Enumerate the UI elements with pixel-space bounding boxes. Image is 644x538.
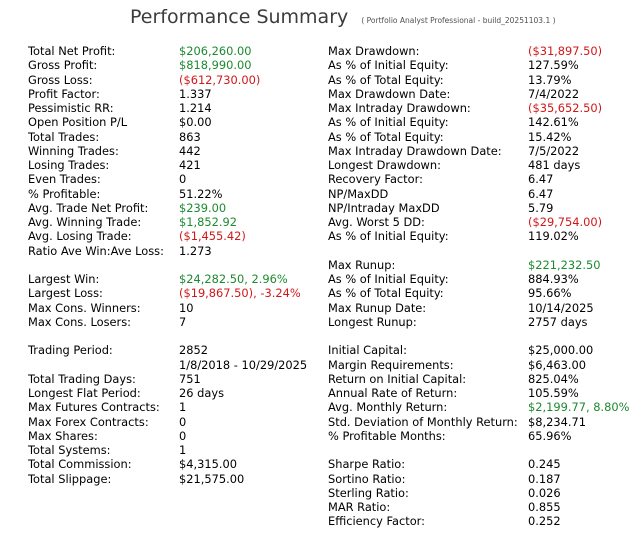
stat-label: Avg. Monthly Return:	[328, 400, 448, 415]
stat-row	[328, 215, 638, 229]
stat-label: Even Trades:	[28, 172, 101, 187]
stat-row	[28, 201, 328, 215]
stat-value: 1.273	[179, 243, 212, 258]
stat-label: % Profitable:	[28, 186, 101, 201]
stat-row	[28, 315, 328, 329]
stat-row	[328, 187, 638, 201]
stat-value: 6.47	[528, 186, 554, 201]
stat-row	[28, 187, 328, 201]
stat-label: Max Forex Contracts:	[28, 414, 149, 429]
stat-row	[328, 301, 638, 315]
stat-label: Max Shares:	[28, 428, 98, 443]
stat-value: ($1,455.42)	[179, 229, 246, 244]
stat-value: ($31,897.50)	[528, 44, 603, 58]
row-spacer	[28, 329, 328, 343]
stat-row	[28, 443, 328, 457]
stat-value: 0	[179, 414, 187, 429]
stat-value: 2852	[179, 343, 208, 358]
stat-label: Winning Trades:	[28, 143, 119, 158]
stat-label: Max Drawdown Date:	[328, 86, 451, 101]
stat-label: Pessimistic RR:	[28, 101, 114, 115]
stat-row	[28, 58, 328, 72]
stat-label: Gross Profit:	[28, 58, 98, 73]
stat-row	[328, 415, 638, 429]
stat-value: $6,463.00	[528, 357, 586, 372]
stat-value: 481 days	[528, 158, 581, 172]
stat-label: Efficiency Factor:	[328, 514, 425, 529]
stat-row	[328, 229, 638, 243]
stat-row	[328, 115, 638, 129]
stat-row	[328, 130, 638, 144]
stat-label: Total Trades:	[28, 129, 100, 144]
stat-value: 1	[179, 443, 187, 457]
stat-row	[28, 472, 328, 486]
stat-label: Open Position P/L	[28, 115, 128, 130]
stat-value: $2,199.77, 8.80%	[528, 400, 630, 415]
stat-row	[328, 372, 638, 386]
stat-label: Max Futures Contracts:	[28, 400, 160, 415]
stat-row	[28, 372, 328, 386]
stat-row	[28, 44, 328, 58]
stat-row	[28, 272, 328, 286]
stat-row	[28, 415, 328, 429]
stat-label: As % of Total Equity:	[328, 286, 444, 301]
stat-value: 0.026	[528, 485, 561, 500]
stat-value: 1.214	[179, 101, 212, 115]
stat-row	[328, 472, 638, 486]
stat-value: $1,852.92	[179, 215, 237, 229]
stat-label: Max Runup:	[328, 257, 396, 272]
stat-value: 0.252	[528, 514, 561, 529]
stat-value: 1/8/2018 - 10/29/2025	[179, 357, 308, 372]
stat-value: 442	[179, 143, 201, 158]
stat-value: 825.04%	[528, 371, 579, 386]
stat-row	[28, 158, 328, 172]
stat-value: 0.187	[528, 471, 561, 486]
stat-label: Max Intraday Drawdown:	[328, 101, 471, 115]
stat-row	[328, 258, 638, 272]
stat-value: 65.96%	[528, 428, 572, 443]
stat-label: Avg. Worst 5 DD:	[328, 215, 425, 229]
stat-label: Largest Win:	[28, 272, 100, 286]
stat-label: Total Net Profit:	[28, 44, 116, 58]
stat-value: 127.59%	[528, 58, 579, 73]
stat-label: Sortino Ratio:	[328, 471, 406, 486]
stat-label: Sterling Ratio:	[328, 485, 409, 500]
stat-row	[28, 229, 328, 243]
stat-label: Max Runup Date:	[328, 300, 427, 315]
stat-value: $24,282.50, 2.96%	[179, 272, 288, 286]
stat-row	[328, 158, 638, 172]
stat-value: 142.61%	[528, 115, 579, 130]
stat-label: Max Cons. Winners:	[28, 300, 141, 315]
stat-row	[328, 457, 638, 471]
report-header	[130, 6, 556, 28]
stat-label: Ratio Ave Win:Ave Loss:	[28, 243, 164, 258]
page-title: Performance Summary	[130, 6, 349, 28]
stat-label: Return on Initial Capital:	[328, 371, 467, 386]
stat-label: Profit Factor:	[28, 86, 100, 101]
stat-value: $25,000.00	[528, 343, 594, 358]
stat-value: $239.00	[179, 200, 227, 215]
stat-label: As % of Initial Equity:	[328, 229, 449, 244]
stat-value: 421	[179, 158, 201, 172]
stat-label: Longest Drawdown:	[328, 158, 441, 172]
stat-value: $221,232.50	[528, 257, 601, 272]
stat-label: Avg. Trade Net Profit:	[28, 200, 149, 215]
stat-label: Losing Trades:	[28, 158, 110, 172]
row-spacer	[328, 244, 638, 258]
stat-label: Total Commission:	[28, 457, 132, 472]
stat-row	[328, 201, 638, 215]
stat-value: $0.00	[179, 115, 212, 130]
stat-row	[28, 244, 328, 258]
stat-value: 15.42%	[528, 129, 572, 144]
stat-value: 863	[179, 129, 201, 144]
stat-row	[28, 144, 328, 158]
stat-row	[328, 486, 638, 500]
stat-row	[328, 500, 638, 514]
stat-value: 10	[179, 300, 194, 315]
stat-value: $4,315.00	[179, 457, 237, 472]
stat-value: 0.855	[528, 500, 561, 514]
stat-value: 10/14/2025	[528, 300, 594, 315]
stat-row	[28, 400, 328, 414]
stat-value: $21,575.00	[179, 471, 245, 486]
stat-row	[328, 87, 638, 101]
stat-row	[28, 101, 328, 115]
stat-value: 6.47	[528, 172, 554, 187]
stat-row	[328, 58, 638, 72]
stat-label: As % of Initial Equity:	[328, 272, 449, 286]
stat-value: 51.22%	[179, 186, 223, 201]
stat-row	[28, 172, 328, 186]
stat-row	[28, 215, 328, 229]
stat-row	[28, 301, 328, 315]
stat-value: 7	[179, 314, 187, 329]
stat-row	[28, 386, 328, 400]
stat-label: Avg. Losing Trade:	[28, 229, 132, 244]
stat-value: ($612,730.00)	[179, 72, 261, 87]
stat-value: 5.79	[528, 200, 554, 215]
stat-value: 0	[179, 428, 187, 443]
stat-label: Margin Requirements:	[328, 357, 454, 372]
stat-row	[328, 101, 638, 115]
stat-label: Longest Runup:	[328, 314, 417, 329]
stat-row	[328, 400, 638, 414]
stat-label: Total Slippage:	[28, 471, 112, 486]
stat-label: Total Trading Days:	[28, 371, 136, 386]
stat-label: Sharpe Ratio:	[328, 457, 406, 472]
stat-label: As % of Initial Equity:	[328, 58, 449, 73]
stat-value: ($35,652.50)	[528, 101, 603, 115]
stat-value: 884.93%	[528, 272, 579, 286]
stat-label: Trading Period:	[28, 343, 113, 358]
stat-row	[328, 315, 638, 329]
stat-row	[28, 358, 328, 372]
stat-row	[328, 73, 638, 87]
stat-value: 7/4/2022	[528, 86, 580, 101]
stat-value: ($19,867.50), -3.24%	[179, 286, 301, 301]
stat-value: $206,260.00	[179, 44, 252, 58]
stat-label: Avg. Winning Trade:	[28, 215, 142, 229]
stat-value: 26 days	[179, 386, 225, 400]
stat-row	[28, 343, 328, 357]
stat-label: Std. Deviation of Monthly Return:	[328, 414, 518, 429]
stat-row	[328, 343, 638, 357]
page-subtitle: ( Portfolio Analyst Professional - build_20251103.1 )	[361, 16, 556, 25]
stat-row	[28, 286, 328, 300]
row-spacer	[328, 443, 638, 457]
stat-label: Longest Flat Period:	[28, 386, 141, 400]
stat-value: $818,990.00	[179, 58, 252, 73]
stat-value: 1.337	[179, 86, 212, 101]
stat-row	[28, 115, 328, 129]
stat-row	[328, 429, 638, 443]
stat-row	[328, 386, 638, 400]
stat-label: Initial Capital:	[328, 343, 407, 358]
stat-row	[328, 172, 638, 186]
stat-label: As % of Total Equity:	[328, 129, 444, 144]
stat-value: 119.02%	[528, 229, 579, 244]
stat-row	[28, 457, 328, 471]
stat-value: 105.59%	[528, 386, 579, 400]
stat-label: NP/MaxDD	[328, 186, 389, 201]
stat-value: $8,234.71	[528, 414, 586, 429]
stat-label: Total Systems:	[28, 443, 111, 457]
stat-label: Max Intraday Drawdown Date:	[328, 143, 502, 158]
stat-value: 95.66%	[528, 286, 572, 301]
stat-value: 1	[179, 400, 187, 415]
stat-value: 751	[179, 371, 201, 386]
stat-label: NP/Intraday MaxDD	[328, 200, 440, 215]
stat-label: Annual Rate of Return:	[328, 386, 458, 400]
row-spacer	[28, 258, 328, 272]
stat-label: Largest Loss:	[28, 286, 103, 301]
stats-column-right	[328, 44, 638, 529]
stat-value: 2757 days	[528, 314, 588, 329]
stat-value: 13.79%	[528, 72, 572, 87]
stat-value: 0.245	[528, 457, 561, 472]
stat-row	[28, 73, 328, 87]
stat-label: Max Drawdown:	[328, 44, 420, 58]
stat-label: MAR Ratio:	[328, 500, 391, 514]
stat-label: Gross Loss:	[28, 72, 93, 87]
stat-row	[328, 514, 638, 528]
stat-row	[328, 144, 638, 158]
stat-row	[328, 286, 638, 300]
stat-row	[28, 87, 328, 101]
stat-row	[28, 429, 328, 443]
stat-row	[328, 272, 638, 286]
stat-row	[328, 44, 638, 58]
stat-row	[28, 130, 328, 144]
stat-label: As % of Total Equity:	[328, 72, 444, 87]
stat-label: Recovery Factor:	[328, 172, 423, 187]
stat-value: 7/5/2022	[528, 143, 580, 158]
stat-value: ($29,754.00)	[528, 215, 603, 229]
stat-label: Max Cons. Losers:	[28, 314, 131, 329]
stat-value: 0	[179, 172, 187, 187]
stat-row	[328, 358, 638, 372]
stat-label: % Profitable Months:	[328, 428, 446, 443]
row-spacer	[328, 329, 638, 343]
stats-column-left	[28, 44, 328, 486]
stat-label: As % of Initial Equity:	[328, 115, 449, 130]
